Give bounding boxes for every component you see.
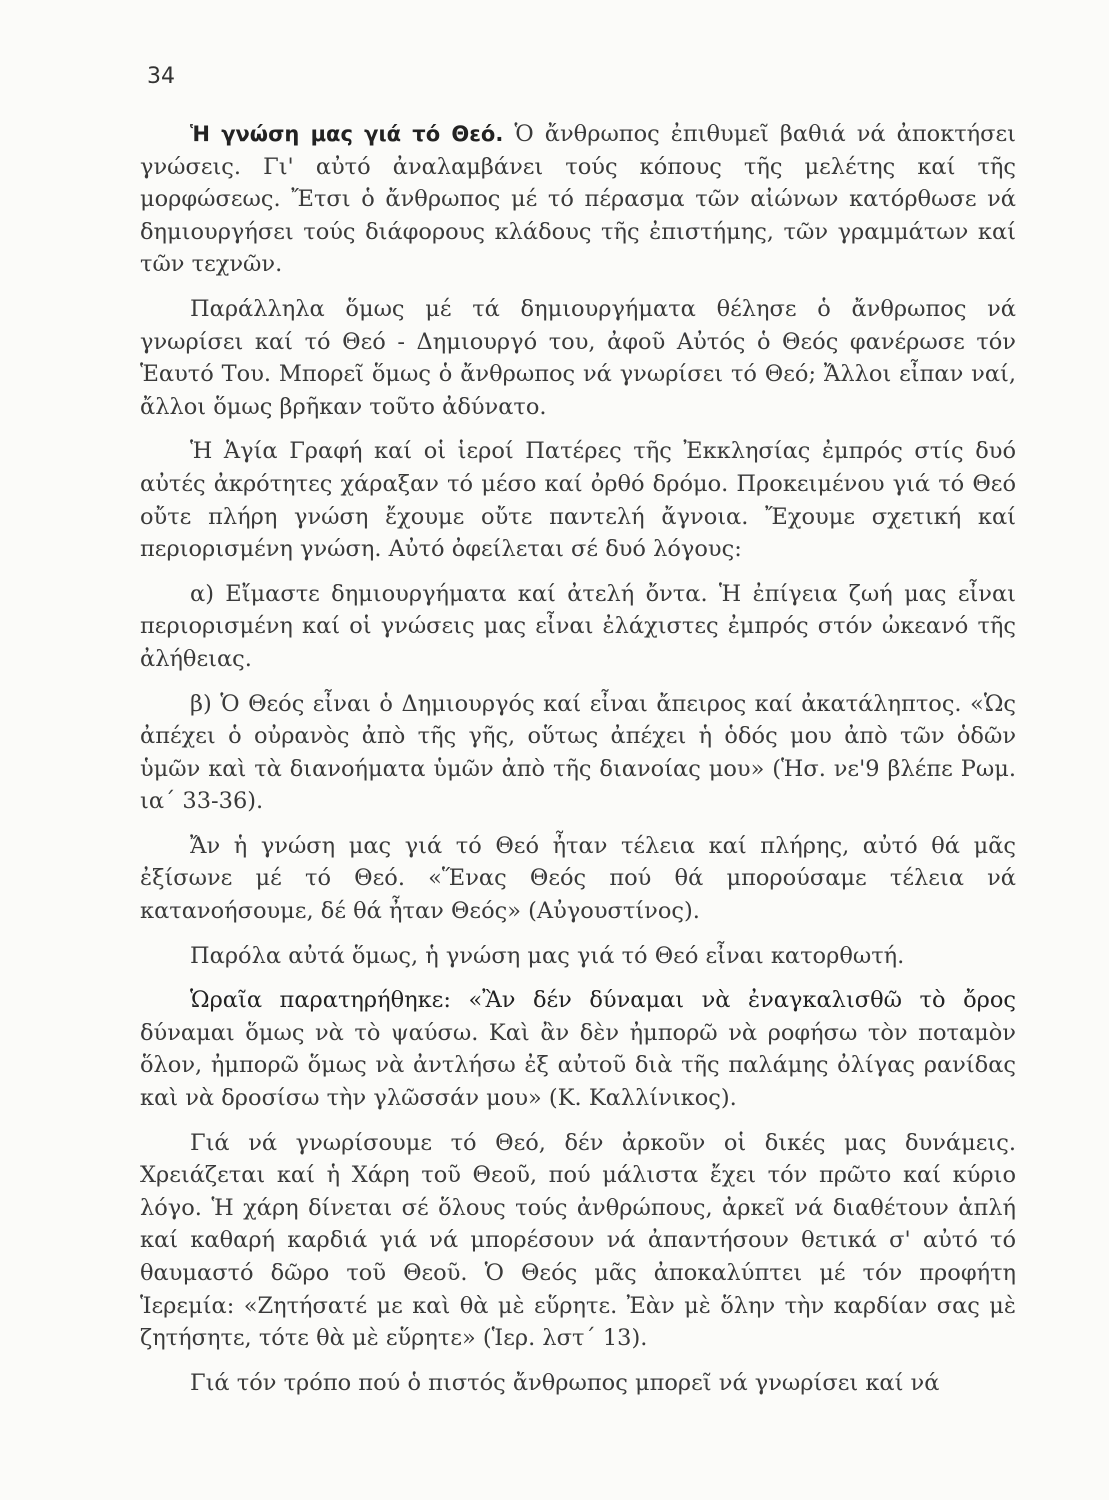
paragraph-7: Παρόλα αὐτά ὅμως, ἡ γνώση μας γιά τό Θεό εἶναι κατορθωτή. <box>190 942 905 969</box>
paragraph-2: Παράλληλα ὅμως μέ τά δημιουργήματα θέλησε ὁ ἄνθρωπος νά γνωρίσει καί τό Θεό - Δημιουργό του, ἀφοῦ Αὐτός ὁ Θεός φανέρωσε τόν Ἑαυτό Του. Μπορεῖ ὅμως ὁ ἄνθρωπος νά γνωρίσει τό Θεό; Ἄλλοι εἶπαν ναί, ἄλλοι ὅμως βρῆκαν τοῦτο ἀδύνατο. <box>140 295 1016 420</box>
page-body <box>140 118 1016 1411</box>
paragraph-8 <box>140 984 1016 1114</box>
paragraph-1 <box>140 118 1016 281</box>
paragraph-1-text: Ὁ ἄνθρωπος ἐπιθυμεῖ βαθιά νά ἀποκτήσει γνώσεις. Γι' αὐτό ἀναλαμβάνει τούς κόπους τῆς μελέτης καί τῆς μορφώσεως. Ἔτσι ὁ ἄνθρωπος μέ τό πέρασμα τῶν αἰώνων κατόρθωσε νά δημιουργήσει τούς διάφορους κλάδους τῆς ἐπιστήμης, τῶν γραμμάτων καί τῶν τεχνῶν. <box>140 121 1017 278</box>
paragraph-8-lead: Ὡραῖα παρατηρήθηκε: «Ἂν δέν δύναμαι νὰ ἐναγκαλισθῶ τὸ ὄρος <box>190 987 1016 1014</box>
section-heading: Ἡ γνώση μας γιά τό Θεό. <box>190 122 504 146</box>
paragraph-4: α) Εἴμαστε δημιουργήματα καί ἀτελή ὄντα. Ἡ ἐπίγεια ζωή μας εἶναι περιορισμένη καί οἱ γνώσεις μας εἶναι ἐλάχιστες ἐμπρός στόν ὠκεανό τῆς ἀλήθειας. <box>140 580 1016 672</box>
paragraph-9: Γιά νά γνωρίσουμε τό Θεό, δέν ἀρκοῦν οἱ δικές μας δυνάμεις. Χρειάζεται καί ἡ Χάρη τοῦ Θεοῦ, πού μάλιστα ἔχει τόν πρῶτο καί κύριο λόγο. Ἡ χάρη δίνεται σέ ὅλους τούς ἀνθρώπους, ἀρκεῖ νά διαθέτουν ἁπλή καί καθαρή καρδιά γιά νά μπορέσουν νά ἀπαντήσουν θετικά σ' αὐτό τό θαυμαστό δῶρο τοῦ Θεοῦ. Ὁ Θεός μᾶς ἀποκαλύπτει μέ τόν προφήτη Ἱερεμία: «Ζητήσατέ με καὶ θὰ μὲ εὕρητε. Ἐὰν μὲ ὅλην τὴν καρδίαν σας μὲ ζητήσητε, τότε θὰ μὲ εὕρητε» (Ἱερ. λστ΄ 13). <box>140 1129 1016 1352</box>
page-number: 34 <box>147 64 175 89</box>
paragraph-8-text: δύναμαι ὅμως νὰ τὸ ψαύσω. Καὶ ἂν δὲν ἠμπορῶ νὰ ροφήσω τὸν ποταμὸν ὅλον, ἠμπορῶ ὅμως νὰ ἀντλήσω ἐξ αὐτοῦ διὰ τῆς παλάμης ὀλίγας ρανίδας καὶ νὰ δροσίσω τὴν γλῶσσάν μου» (Κ. Καλλίνικος). <box>140 1019 1016 1112</box>
paragraph-3: Ἡ Ἁγία Γραφή καί οἱ ἱεροί Πατέρες τῆς Ἐκκλησίας ἐμπρός στίς δυό αὐτές ἀκρότητες χάραξαν τό μέσο καί ὀρθό δρόμο. Προκειμένου γιά τό Θεό οὔτε πλήρη γνώση ἔχουμε οὔτε παντελή ἄγνοια. Ἔχουμε σχετική καί περιορισμένη γνώση. Αὐτό ὀφείλεται σέ δυό λόγους: <box>140 438 1016 563</box>
paragraph-10: Γιά τόν τρόπο πού ὁ πιστός ἄνθρωπος μπορεῖ νά γνωρίσει καί νά <box>190 1369 940 1396</box>
paragraph-6: Ἄν ἡ γνώση μας γιά τό Θεό ἦταν τέλεια καί πλήρης, αὐτό θά μᾶς ἐξίσωνε μέ τό Θεό. «Ἕνας Θεός πού θά μπορούσαμε τέλεια νά κατανοήσουμε, δέ θά ἦταν Θεός» (Αὐγουστίνος). <box>140 832 1016 925</box>
paragraph-5: β) Ὁ Θεός εἶναι ὁ Δημιουργός καί εἶναι ἄπειρος καί ἀκατάληπτος. «Ὡς ἀπέχει ὁ οὐρανὸς ἀπὸ τῆς γῆς, οὕτως ἀπέχει ἡ ὁδός μου ἀπὸ τῶν ὁδῶν ὑμῶν καὶ τὰ διανοήματα ὑμῶν ἀπὸ τῆς διανοίας μου» (Ἡσ. νε'9 βλέπε Ρωμ. ια΄ 33-36). <box>140 690 1016 815</box>
